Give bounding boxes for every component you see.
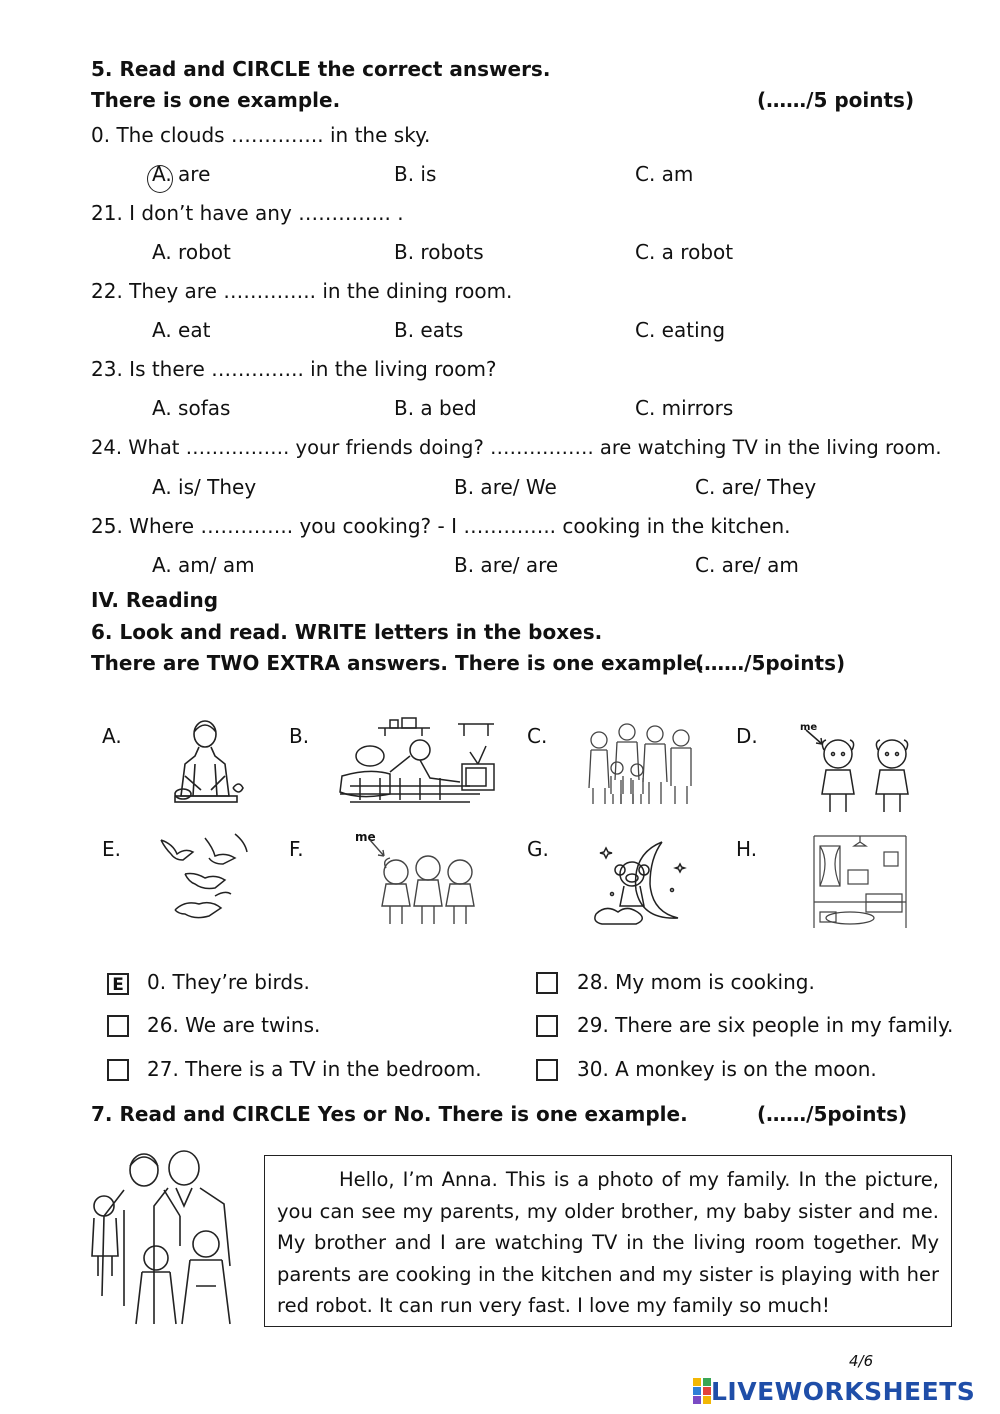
option-b[interactable]: B. are/ We [454,475,557,499]
option-c[interactable]: C. are/ am [695,553,799,577]
answer-box: E [107,973,129,995]
sentence: 29. There are six people in my family. [577,1013,954,1037]
question-stem: 22. They are ………….. in the dining room. [91,279,513,303]
brand-name: LIVEWORKSHEETS [711,1376,976,1406]
reading-passage: Hello, I’m Anna. This is a photo of my family. In the picture, you can see my parents, my older brother, my baby sister and me. My brother and I are watching TV in the living room together. My parents are cooking in the kitchen and my sister is playing with her red robot. It can run very fast. I love my family so much! [277,1168,939,1317]
me-tag: me [355,830,376,844]
option-c[interactable]: C. are/ They [695,475,817,499]
answer-box[interactable] [107,1015,129,1037]
answer-box[interactable] [536,1015,558,1037]
option-b[interactable]: B. a bed [394,396,477,420]
logo-blocks-icon [693,1378,711,1404]
family-of-six-icon [585,718,697,808]
picture-label: A. [102,724,122,748]
picture-label: F. [289,837,304,861]
section7-title: 7. Read and CIRCLE Yes or No. There is one example. [91,1102,688,1126]
living-room-icon [810,832,910,932]
sentence-example: 0. They’re birds. [147,970,310,994]
picture-label: H. [736,837,758,861]
picture-label: G. [527,837,549,861]
question-stem: 21. I don’t have any ………….. . [91,201,404,225]
section6-note: There are TWO EXTRA answers. There is one example. [91,651,705,675]
answer-box[interactable] [536,972,558,994]
liveworksheets-logo [693,1374,975,1408]
option-b[interactable]: B. robots [394,240,484,264]
option-c[interactable]: C. mirrors [635,396,734,420]
option-c[interactable]: C. a robot [635,240,734,264]
answer-box[interactable] [107,1059,129,1081]
option-c[interactable]: C. eating [635,318,726,342]
section7-points: (……/5points) [757,1102,908,1126]
monkey-on-moon-icon [592,834,692,934]
option-a[interactable]: A. is/ They [152,475,257,499]
sentence: 28. My mom is cooking. [577,970,815,994]
page-number: 4/6 [849,1352,874,1370]
twin-girls-icon [800,728,924,816]
section5-title: 5. Read and CIRCLE the correct answers. [91,57,551,81]
option-a[interactable]: A. am/ am [152,553,255,577]
birds-icon [155,830,255,930]
woman-cooking-icon [155,716,255,816]
sentence: 30. A monkey is on the moon. [577,1057,877,1081]
section6-points: (……/5points) [695,651,846,675]
option-b[interactable]: B. are/ are [454,553,559,577]
question-stem: 24. What ……………. your friends doing? ……………. are watching TV in the living room. [91,436,942,459]
three-children-icon [356,836,486,928]
boy-watching-tv-icon [330,716,500,816]
family-portrait-icon [84,1146,244,1326]
section5-points: (……/5 points) [757,88,915,112]
section5-note: There is one example. [91,88,341,112]
option-a[interactable]: A. eat [152,318,211,342]
option-c[interactable]: C. am [635,162,694,186]
option-b[interactable]: B. is [394,162,437,186]
picture-label: B. [289,724,310,748]
picture-label: C. [527,724,548,748]
answer-box[interactable] [536,1059,558,1081]
question-stem: 25. Where ………….. you cooking? - I ………….. cooking in the kitchen. [91,514,791,538]
question-stem: 23. Is there ………….. in the living room? [91,357,497,381]
reading-passage-box [264,1155,952,1327]
me-tag: me [800,722,818,733]
section6-title: 6. Look and read. WRITE letters in the boxes. [91,620,603,644]
option-a[interactable]: A. are [152,162,211,186]
picture-label: D. [736,724,758,748]
sentence: 27. There is a TV in the bedroom. [147,1057,482,1081]
picture-label: E. [102,837,121,861]
reading-heading: IV. Reading [91,588,219,612]
option-a[interactable]: A. sofas [152,396,231,420]
sentence: 26. We are twins. [147,1013,321,1037]
option-a[interactable]: A. robot [152,240,231,264]
option-b[interactable]: B. eats [394,318,464,342]
question-stem: 0. The clouds ………….. in the sky. [91,123,431,147]
